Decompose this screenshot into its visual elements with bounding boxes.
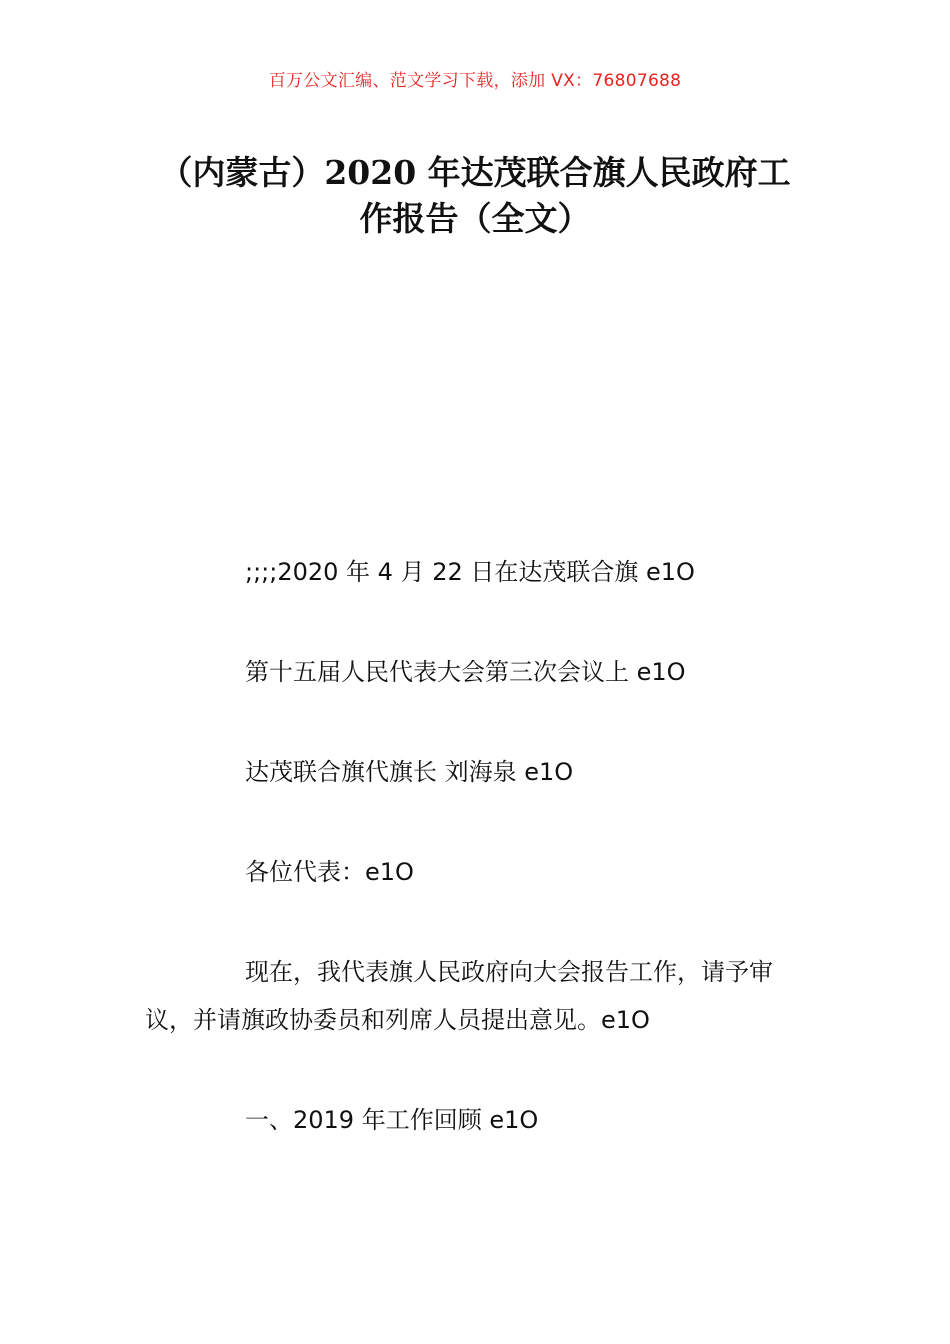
document-title [140,150,810,242]
speaker-line: 达茂联合旗代旗长 刘海泉 e1O [245,758,574,786]
title-line-1: （内蒙古）2020 年达茂联合旗人民政府工 [159,153,791,192]
opening-paragraph: 现在，我代表旗人民政府向大会报告工作，请予审议，并请旗政协委员和列席人员提出意见。e1O [145,958,773,1034]
salutation-line: 各位代表：e1O [245,858,414,886]
meeting-session-line: 第十五届人民代表大会第三次会议上 e1O [245,658,686,686]
meeting-date-line: ;;;;2020 年 4 月 22 日在达茂联合旗 e1O [245,558,695,586]
section-heading-1: 一、2019 年工作回顾 e1O [245,1106,539,1134]
header-watermark-note: 百万公文汇编、范文学习下载，添加 VX：76807688 [268,71,682,91]
title-line-2: 作报告（全文） [359,199,591,238]
